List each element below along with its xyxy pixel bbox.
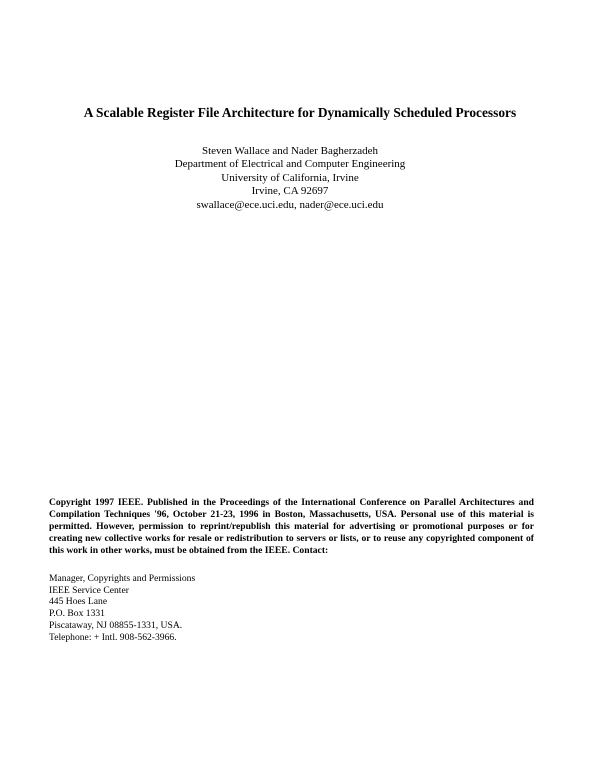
- author-names: Steven Wallace and Nader Bagherzadeh: [201, 145, 379, 157]
- author-university: University of California, Irvine: [221, 171, 359, 184]
- copyright-notice: Copyright 1997 IEEE. Published in the Proceedings of the International Conference on Parallel Architectures and Compilation Techniques '96, October 21-23, 1996 in Boston, Massachusetts, USA. Personal use of this material is permitted. However, permission to reprint/republish this material for advertising or promotional purposes or for creating new collective works for resale or redistribution to servers or lists, or to reuse any copyrighted component of this work in other works, must be obtained from the IEEE. Contact:: [49, 497, 534, 557]
- author-department: Department of Electrical and Computer Engineering: [174, 158, 406, 171]
- author-city: Irvine, CA 92697: [251, 185, 329, 198]
- contact-line: Piscataway, NJ 08855-1331, USA.: [49, 619, 183, 631]
- contact-line: Telephone: + Intl. 908-562-3966.: [49, 631, 177, 643]
- contact-address-block: [49, 573, 349, 643]
- contact-line: Manager, Copyrights and Permissions: [49, 573, 196, 584]
- contact-line: IEEE Service Center: [49, 584, 129, 596]
- author-block: [0, 145, 580, 212]
- author-emails: swallace@ece.uci.edu, nader@ece.uci.edu: [196, 198, 384, 211]
- contact-line: 445 Hoes Lane: [49, 596, 108, 608]
- paper-title: A Scalable Register File Architecture for Dynamically Scheduled Processors: [83, 105, 517, 120]
- contact-line: P.O. Box 1331: [49, 608, 105, 620]
